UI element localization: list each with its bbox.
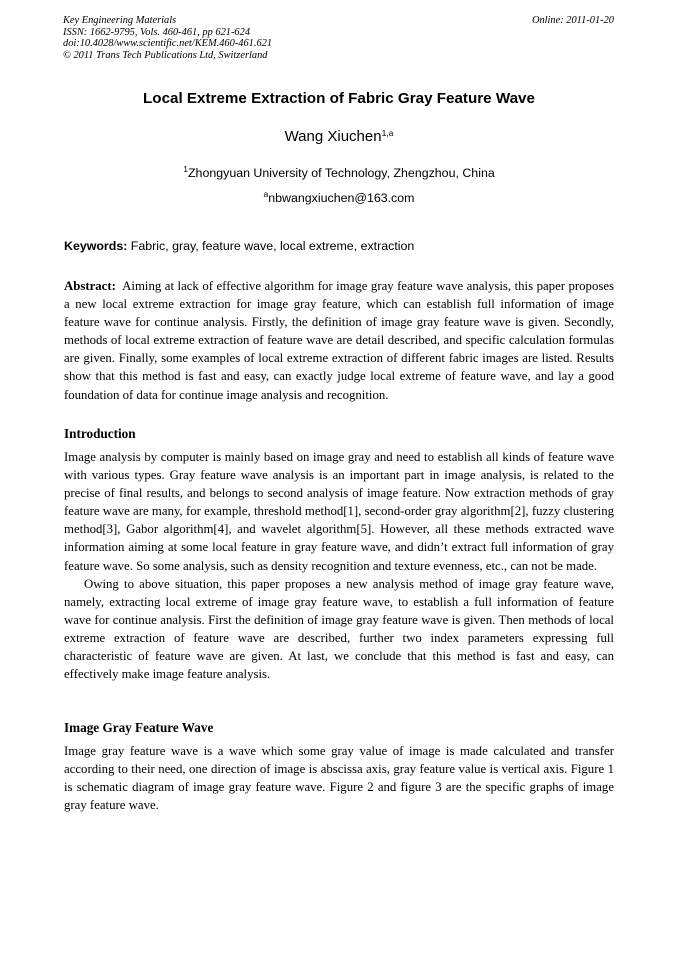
introduction-paragraph-1: Image analysis by computer is mainly based on image gray and need to establish all kinds of feature wave with various types. Gray feature wave analysis is an important part in image analysis, is related to the precise of final results, and belongs to second analysis of image feature. Now extraction methods of gray feature wave are many, for example, threshold method[1], second-order gray algorithm[2], fuzzy clustering method[3], Gabor algorithm[4], and wavelet algorithm[5]. However, all these methods extracted wave information aiming at some local feature in gray feature wave, and didn’t extract full information of gray feature wave. So some analysis, such as density recognition and texture evenness, etc., can not be made.	[64, 450, 614, 573]
doi-line: doi:10.4028/www.scientific.net/KEM.460-461.621	[63, 38, 273, 50]
section-body-image-gray-feature-wave	[64, 742, 614, 814]
introduction-body	[64, 448, 614, 683]
affiliation-text: Zhongyuan University of Technology, Zhengzhou, China	[187, 166, 495, 180]
keywords-label: Keywords:	[64, 239, 128, 253]
journal-header	[63, 15, 272, 61]
introduction-heading: Introduction	[64, 426, 136, 441]
affiliation-line	[0, 166, 678, 180]
abstract-block	[64, 277, 618, 404]
email-line	[0, 191, 678, 205]
affiliation-sup: 1	[183, 164, 188, 174]
paper-title: Local Extreme Extraction of Fabric Gray Feature Wave	[143, 90, 535, 107]
author-name: Wang Xiuchen	[284, 128, 382, 145]
section-paragraph-1: Image gray feature wave is a wave which some gray value of image is made calculated and transfer according to their need, one direction of image is abscissa axis, gray feature value is vertical axis. Figure 1 is schematic diagram of image gray feature wave. Figure 2 and figure 3 are the specific graphs of image gray feature wave.	[64, 744, 614, 813]
section-heading-image-gray-feature-wave: Image Gray Feature Wave	[64, 720, 214, 735]
email-text: nbwangxiuchen@163.com	[268, 191, 415, 205]
keywords-text: Fabric, gray, feature wave, local extreme, extraction	[127, 239, 415, 253]
keywords-line	[64, 239, 414, 253]
author-line	[0, 128, 678, 145]
copyright-line: © 2011 Trans Tech Publications Ltd, Switzerland	[63, 49, 268, 61]
abstract-text: Aiming at lack of effective algorithm for image gray feature wave analysis, this paper proposes a new local extreme extraction for image gray feature, which can establish full information of image feature wave for continue analysis. Firstly, the definition of image gray feature wave is given. Secondly, methods of local extreme extraction of feature wave are detail described, and specific calculation formulas are given. Finally, some examples of local extreme extraction of different fabric images are listed. Results show that this method is fast and easy, can exactly judge local extreme of feature wave, and lay a good foundation of data for continue image analysis and recognition.	[64, 279, 618, 402]
journal-name: Key Engineering Materials	[63, 15, 177, 26]
introduction-paragraph-2: Owing to above situation, this paper proposes a new analysis method of image gray feature wave, namely, extracting local extreme of image gray feature wave, to establish a full information of feature wave for continue analysis. First the definition of image gray feature wave is given. Then methods of local extreme extraction of feature wave are described, further two index parameters expressing full characteristic of feature wave are given. At last, we conclude that this method is fast and easy, can effectively make image feature analysis.	[64, 576, 614, 682]
abstract-label: Abstract:	[64, 279, 116, 293]
issn-line: ISSN: 1662-9795, Vols. 460-461, pp 621-624	[63, 26, 251, 38]
online-date: Online: 2011-01-20	[531, 15, 614, 26]
author-sup: 1,a	[381, 128, 394, 138]
email-sup: a	[263, 189, 269, 199]
